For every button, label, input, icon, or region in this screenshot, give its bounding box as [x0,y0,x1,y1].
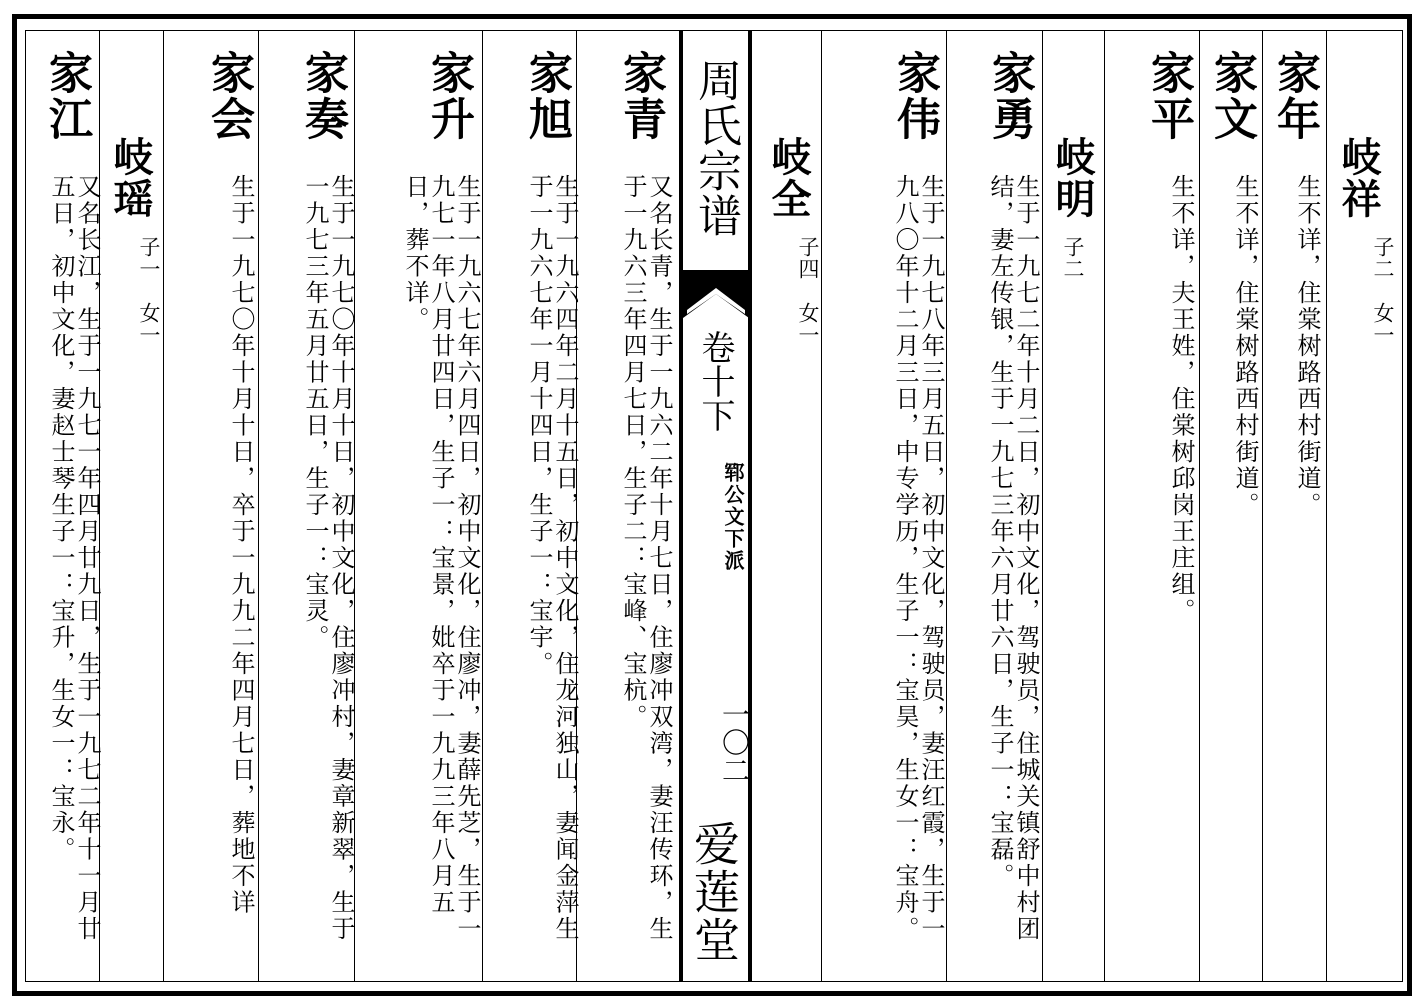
hall-name: 爱莲堂 [687,820,741,964]
person-jiayong-name: 家勇 [984,50,1035,142]
page-number: 一〇二 [718,700,751,784]
person-qiquan-children: 子四 女一 [796,236,820,346]
column-divider [482,30,483,982]
column-divider [1199,30,1200,982]
spine-border-right [748,30,752,982]
person-qiming-name: 岐明 [1049,136,1096,220]
branch-label: 郓公文下派 [721,462,745,572]
column-divider [258,30,259,982]
person-jiaqing-name: 家青 [615,50,666,142]
person-jiayong-bio: 生于一九七二年十月二日，初中文化，驾驶员，住城关镇舒中村团结，妻左传银，生于一九七三年六月廿六日，生子一：宝磊。 [986,174,1040,943]
person-jiaxu-bio: 生于一九六四年二月十五日，初中文化，住龙河独山，妻闻金萍生于一九六七年一月十四日，生子一：宝宇。 [525,174,579,943]
column-divider [1104,30,1105,982]
person-jiahui-bio: 生于一九七〇年十月十日，卒于一九九二年四月七日，葬地不详 [227,174,255,916]
person-qiyao-children: 子一 女一 [137,236,161,346]
person-jianian-bio: 生不详，住棠树路西村街道。 [1293,174,1321,519]
column-divider [1042,30,1043,982]
person-jianian-name: 家年 [1269,50,1320,142]
person-qiquan-name: 岐全 [765,136,812,220]
volume-label: 卷十下 [695,330,735,432]
person-jiaping-name: 家平 [1143,50,1194,142]
person-jiasheng-name: 家升 [423,50,474,142]
person-jiahui-name: 家会 [203,50,254,142]
person-qiming-children: 子二 [1061,236,1085,280]
person-qixiang-children: 子二 女一 [1371,236,1395,346]
person-jiawen-bio: 生不详，住棠树路西村街道。 [1231,174,1259,519]
person-jiawei-bio: 生于一九七八年三月五日，初中文化，驾驶员，妻汪红霞，生于一九八〇年十二月三日，中专学历，生子一：宝昊，生女一：宝舟。 [891,174,945,943]
column-divider [1326,30,1327,982]
person-jiajiang-bio: 又名长江，生于一九七一年四月廿九日，生于一九七二年十一月廿五日，初中文化，妻赵士琴生子一：宝升，生女一：宝永。 [47,174,101,943]
person-jiaxu-name: 家旭 [521,50,572,142]
person-qiyao-name: 岐瑶 [107,136,154,220]
person-jiazou-name: 家奏 [297,50,348,142]
genealogy-title: 周氏宗谱 [690,58,741,238]
column-divider [821,30,822,982]
person-jiawen-name: 家文 [1206,50,1257,142]
column-divider [163,30,164,982]
column-divider [1262,30,1263,982]
fishtail-band [683,270,749,318]
person-jiaqing-bio: 又名长青，生于一九六二年十月七日，住廖冲双湾，妻汪传环，生于一九六三年四月七日，生子二：宝峰、宝杭。 [619,174,673,943]
spine-border-left [679,30,683,982]
person-jiaping-bio: 生不详，夫王姓，住棠树邱岗王庄组。 [1167,174,1195,625]
person-jiazou-bio: 生于一九七〇年十月十日，初中文化，住廖冲村，妻章新翠，生于一九七三年五月廿五日，生子一：宝灵。 [301,174,355,943]
person-jiasheng-bio: 生于一九六七年六月四日，初中文化，住廖冲，妻薛先芝，生于一九七一年八月廿四日，生子一：宝景，妣卒于一九九三年八月五日，葬不详。 [401,174,481,943]
person-jiawei-name: 家伟 [889,50,940,142]
person-qixiang-name: 岐祥 [1335,136,1382,220]
column-divider [946,30,947,982]
person-jiajiang-name: 家江 [41,50,92,142]
